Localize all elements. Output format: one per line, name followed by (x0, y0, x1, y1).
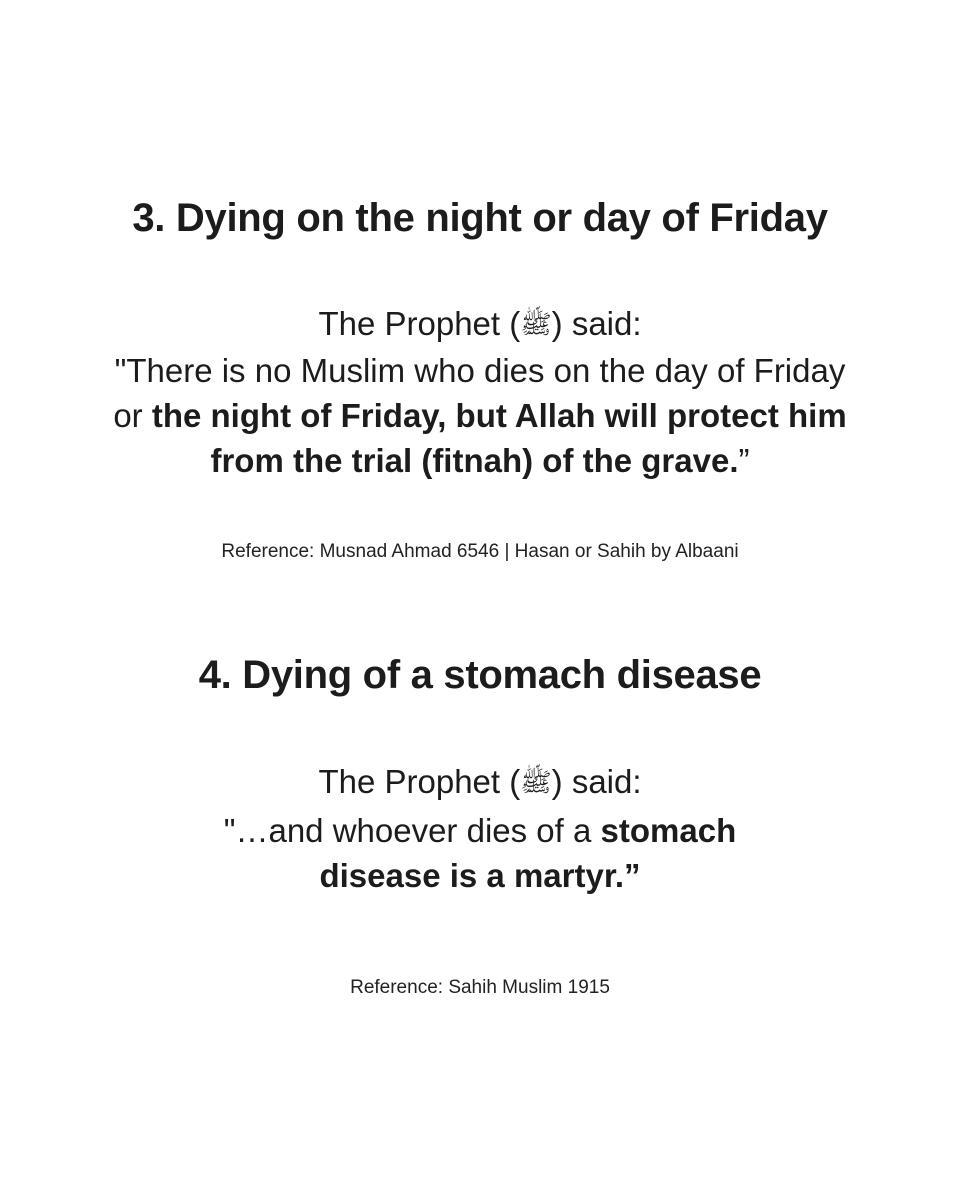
section-4-quote (0, 808, 960, 898)
section-4-intro (0, 760, 960, 805)
section-4-heading: 4. Dying of a stomach disease (198, 653, 762, 697)
quote-emphasis: disease is a martyr.” (319, 857, 641, 894)
section-3-intro (0, 302, 960, 347)
quote-emphasis: from the trial (fitnah) of the grave. (210, 442, 739, 479)
honorific-glyph: ﷺ (520, 310, 552, 340)
intro-text: ) said: (551, 305, 642, 342)
section-3-reference: Reference: Musnad Ahmad 6546 | Hasan or Sahih by Albaani (221, 541, 739, 562)
honorific-glyph: ﷺ (520, 768, 552, 798)
section-3-heading: 3. Dying on the night or day of Friday (132, 196, 828, 240)
intro-text: The Prophet ( (318, 763, 521, 800)
quote-emphasis: the night of Friday, but Allah will protect him (151, 397, 847, 434)
quote-line: "There is no Muslim who dies on the day of Friday (114, 352, 846, 389)
section-4-reference: Reference: Sahih Muslim 1915 (350, 977, 610, 998)
quote-text: ” (738, 442, 750, 479)
section-3-quote (0, 348, 960, 483)
quote-emphasis: stomach (600, 812, 737, 849)
quote-text: "…and whoever dies of a (223, 812, 601, 849)
intro-text: ) said: (551, 763, 642, 800)
intro-text: The Prophet ( (318, 305, 521, 342)
quote-text: or (113, 397, 152, 434)
